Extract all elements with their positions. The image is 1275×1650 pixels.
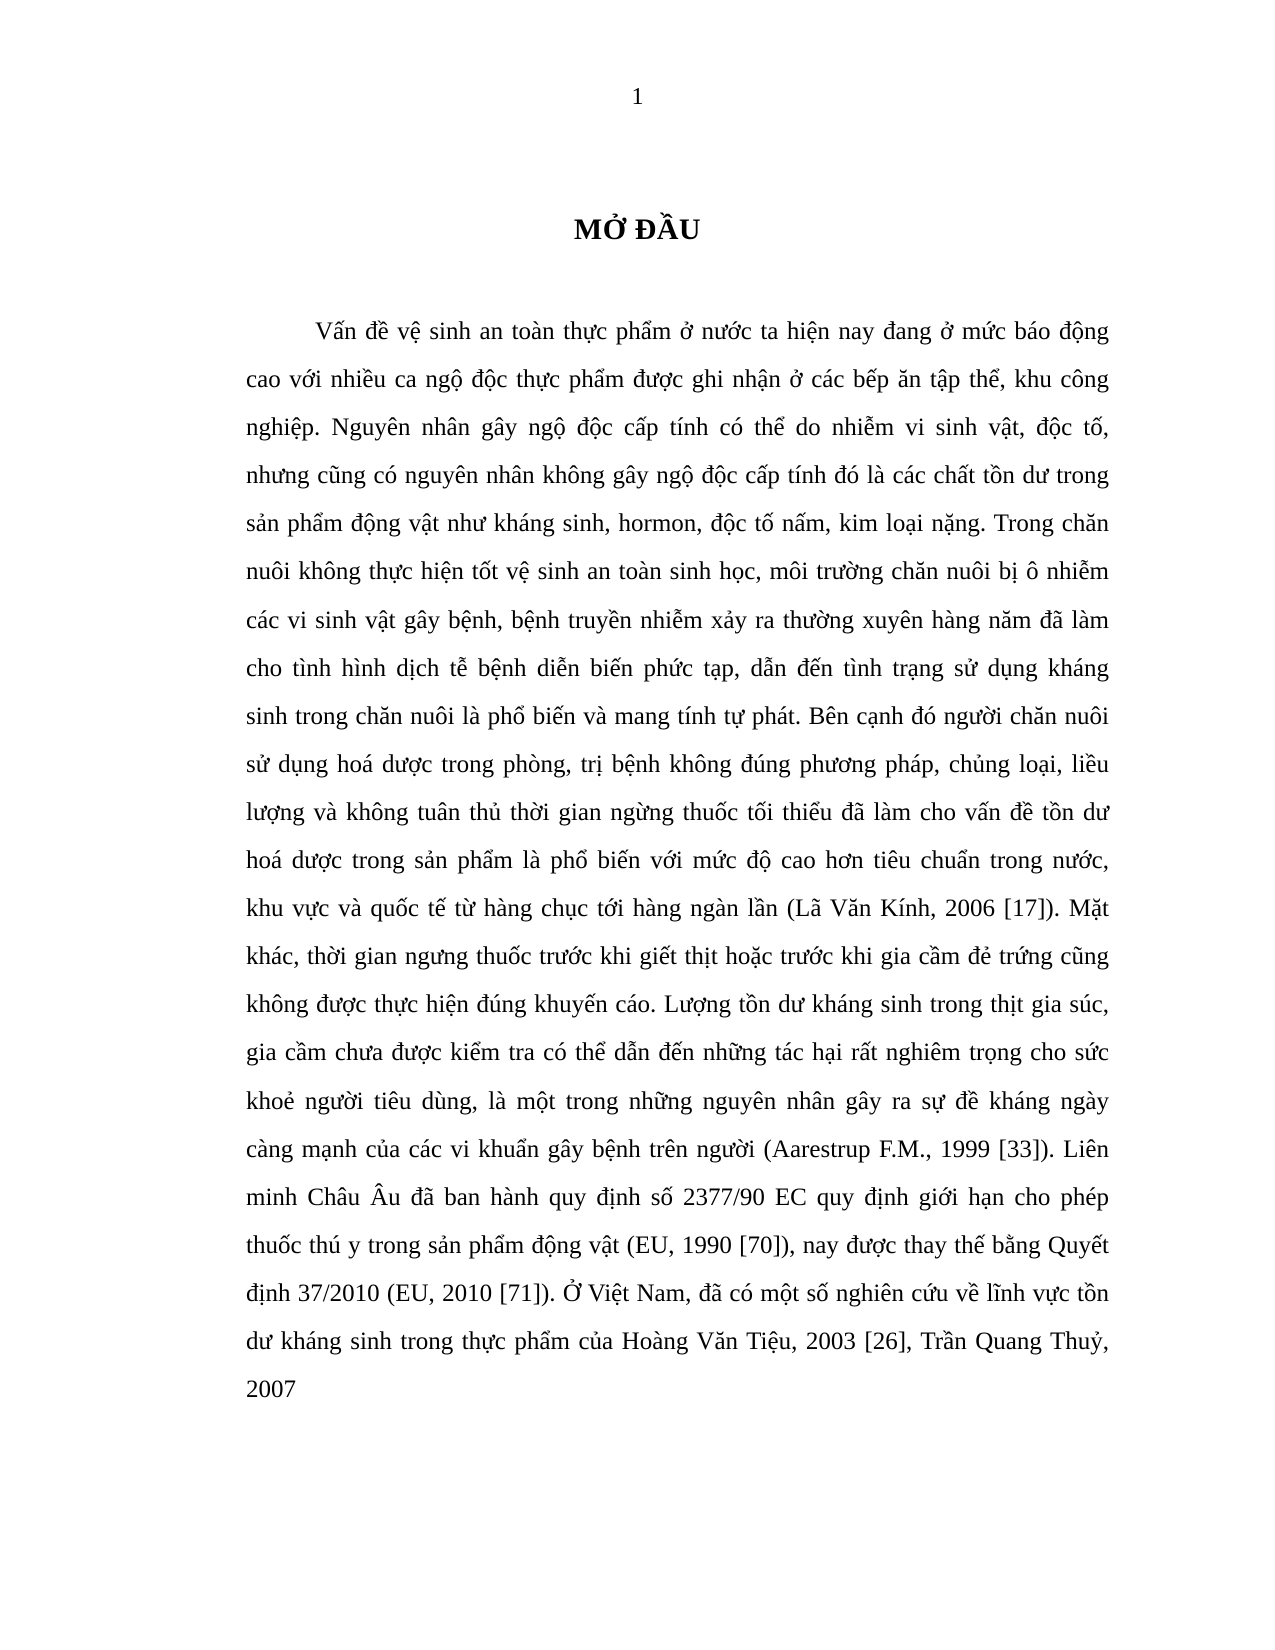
page-number: 1 bbox=[631, 84, 644, 110]
section-heading: MỞ ĐẦU bbox=[573, 213, 702, 247]
body-paragraph: Vấn đề vệ sinh an toàn thực phẩm ở nước ta hiện nay đang ở mức báo động cao với nhiều ca ngộ độc thực phẩm được ghi nhận ở các bếp ăn tập thể, khu công nghiệp. Nguyên nhân gây ngộ độc cấp tính có thể do nhiễm vi sinh vật, độc tố, nhưng cũng có nguyên nhân không gây ngộ độc cấp tính đó là các chất tồn dư trong sản phẩm động vật như kháng sinh, hormon, độc tố nấm, kim loại nặng. Trong chăn nuôi không thực hiện tốt vệ sinh an toàn sinh học, môi trường chăn nuôi bị ô nhiễm các vi sinh vật gây bệnh, bệnh truyền nhiễm xảy ra thường xuyên hàng năm đã làm cho tình hình dịch tễ bệnh diễn biến phức tạp, dẫn đến tình trạng sử dụng kháng sinh trong chăn nuôi là phổ biến và mang tính tự phát. Bên cạnh đó người chăn nuôi sử dụng hoá dược trong phòng, trị bệnh không đúng phương pháp, chủng loại, liều lượng và không tuân thủ thời gian ngừng thuốc tối thiểu đã làm cho vấn đề tồn dư hoá dược trong sản phẩm là phổ biến với mức độ cao hơn tiêu chuẩn trong nước, khu vực và quốc tế từ hàng chục tới hàng ngàn lần (Lã Văn Kính, 2006 [17]). Mặt khác, thời gian ngưng thuốc trước khi giết thịt hoặc trước khi gia cầm đẻ trứng cũng không được thực hiện đúng khuyến cáo. Lượng tồn dư kháng sinh trong thịt gia súc, gia cầm chưa được kiểm tra có thể dẫn đến những tác hại rất nghiêm trọng cho sức khoẻ người tiêu dùng, là một trong những nguyên nhân gây ra sự đề kháng ngày càng mạnh của các vi khuẩn gây bệnh trên người (Aarestrup F.M., 1999 [33]). Liên minh Châu Âu đã ban hành quy định số 2377/90 EC quy định giới hạn cho phép thuốc thú y trong sản phẩm động vật (EU, 1990 [70]), nay được thay thế bằng Quyết định 37/2010 (EU, 2010 [71]). Ở Việt Nam, đã có một số nghiên cứu về lĩnh vực tồn dư kháng sinh trong thực phẩm của Hoàng Văn Tiệu, 2003 [26], Trần Quang Thuỷ, 2007 bbox=[246, 318, 1109, 1404]
